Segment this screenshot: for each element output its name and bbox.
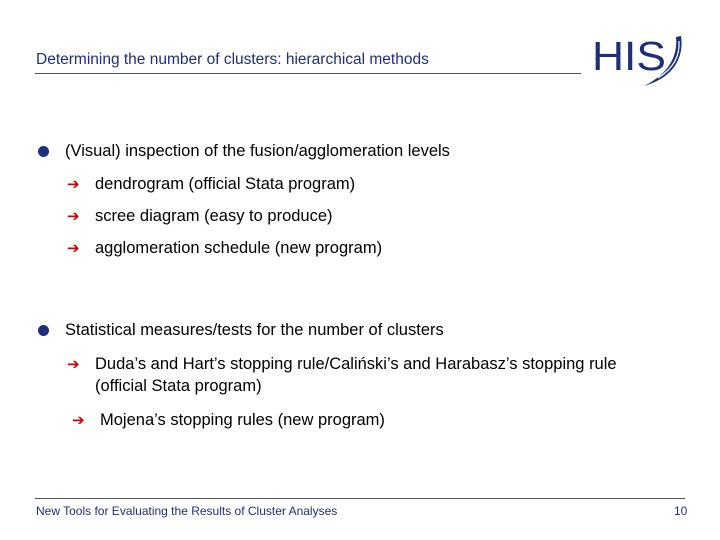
bullet-text: Statistical measures/tests for the number of clusters (65, 321, 444, 339)
footer-text: New Tools for Evaluating the Results of Cluster Analyses (36, 504, 338, 518)
sub-item-text: scree diagram (easy to produce) (95, 207, 333, 225)
sub-item-text: Duda’s and Hart’s stopping rule/Caliński’s and Harabasz’s stopping rule (95, 355, 617, 373)
page-number: 10 (674, 504, 688, 518)
bullet-dot-icon (38, 146, 49, 157)
sub-item-text-continued: (official Stata program) (95, 377, 262, 395)
sub-item-text: agglomeration schedule (new program) (95, 239, 383, 257)
arrow-right-icon: ➔ (67, 240, 80, 257)
arrow-right-icon: ➔ (67, 208, 80, 225)
sub-item-text: dendrogram (official Stata program) (95, 175, 356, 193)
bullet-text: (Visual) inspection of the fusion/agglomeration levels (65, 142, 450, 160)
arrow-right-icon: ➔ (67, 176, 80, 193)
page-title: Determining the number of clusters: hierarchical methods (36, 51, 429, 68)
bullet-dot-icon (38, 325, 49, 336)
arrow-right-icon: ➔ (67, 356, 80, 373)
title-divider (35, 73, 581, 74)
arrow-right-icon: ➔ (72, 412, 85, 429)
his-logo (592, 33, 688, 89)
sub-item-text: Mojena’s stopping rules (new program) (100, 411, 385, 429)
logo-text: HIS (592, 33, 666, 79)
footer-divider (35, 498, 685, 499)
